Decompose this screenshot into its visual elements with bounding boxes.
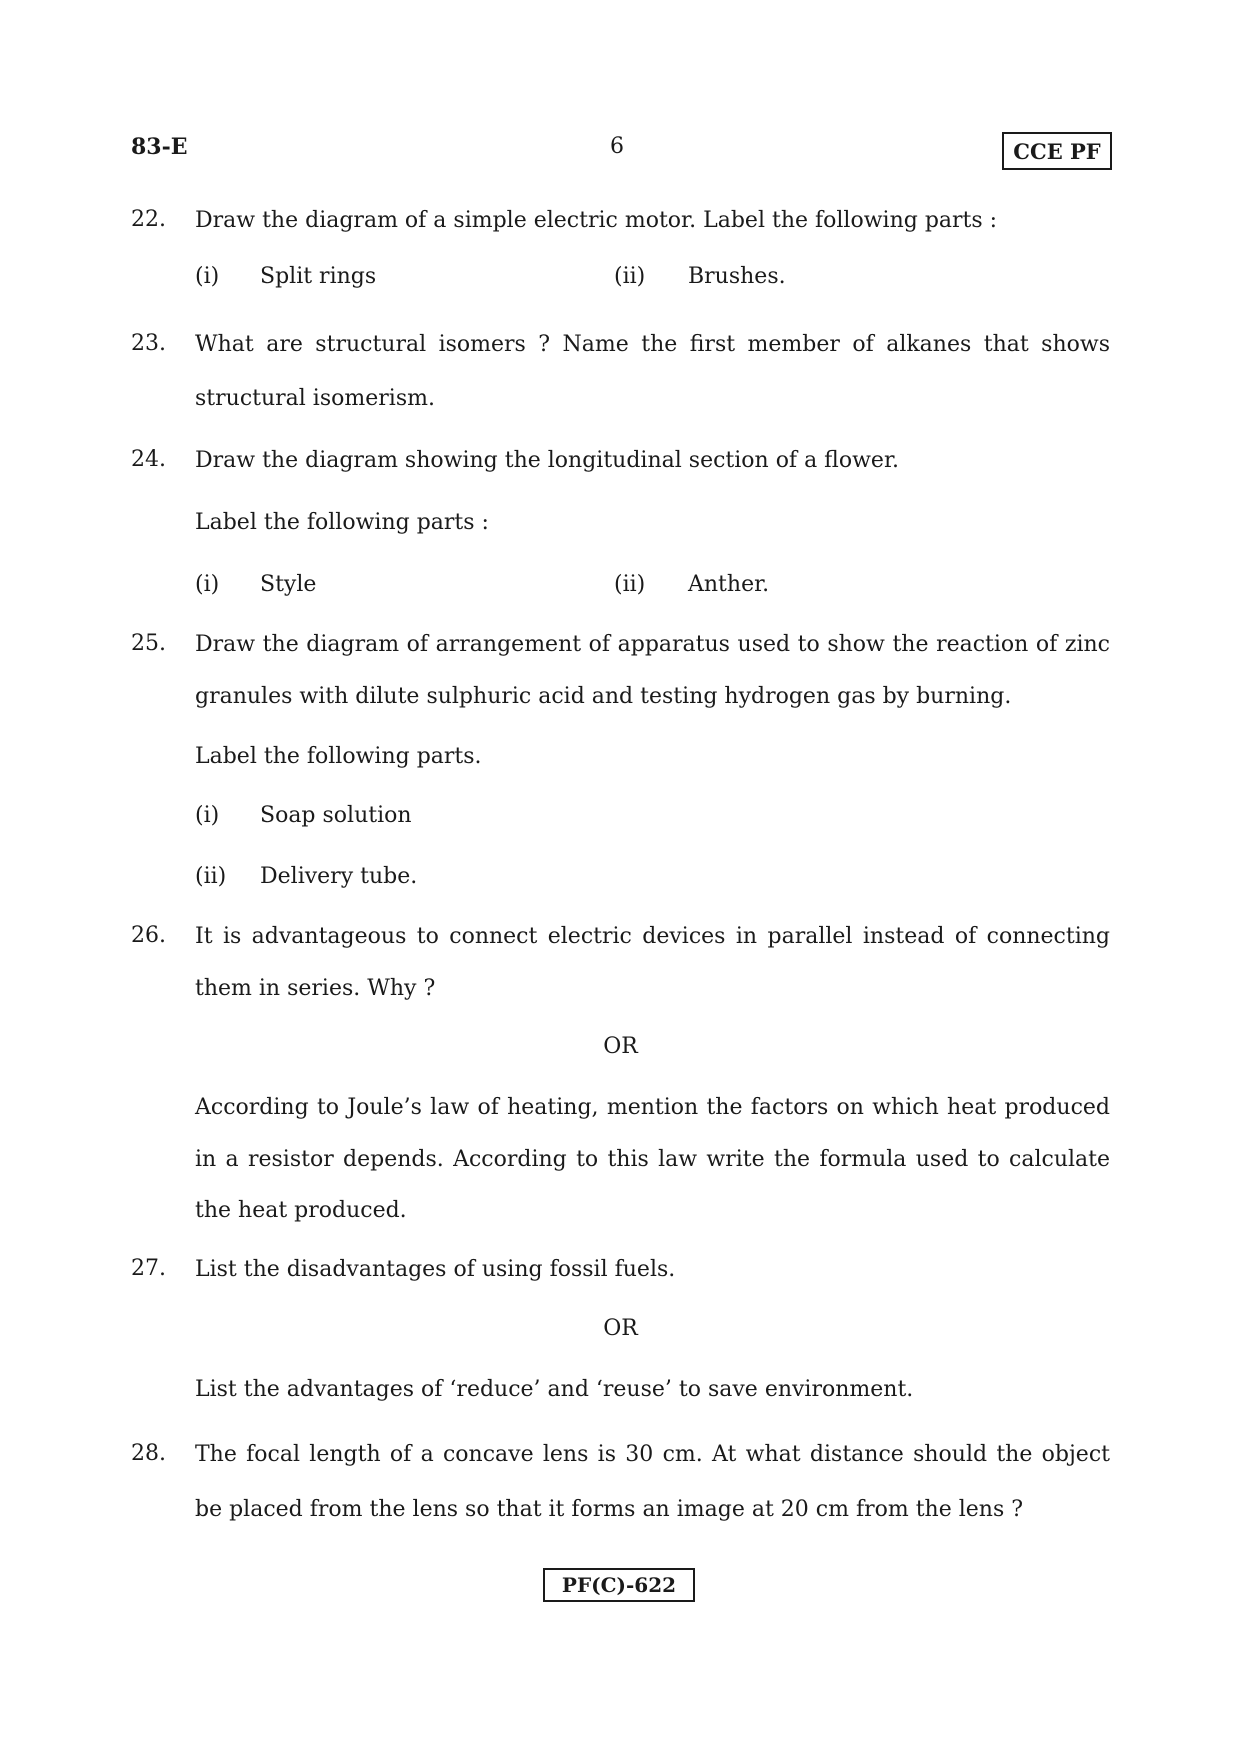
option-label: (i) — [195, 572, 220, 597]
question-number: 25. — [131, 631, 166, 656]
option-label: (i) — [195, 264, 220, 289]
page-number: 6 — [610, 134, 624, 159]
question-text: the heat produced. — [195, 1198, 407, 1223]
series-box: CCE PF — [1002, 132, 1112, 170]
option-text: Split rings — [260, 264, 377, 289]
option-text: Brushes. — [688, 264, 786, 289]
option-text: Soap solution — [260, 803, 412, 828]
question-number: 28. — [131, 1441, 166, 1466]
question-number: 24. — [131, 447, 166, 472]
question-text: them in series. Why ? — [195, 976, 436, 1001]
option-text: Delivery tube. — [260, 864, 418, 889]
or-separator: OR — [603, 1034, 638, 1059]
or-separator: OR — [603, 1316, 638, 1341]
question-text: Label the following parts : — [195, 510, 489, 535]
question-number: 23. — [131, 331, 166, 356]
question-text: List the advantages of ‘reduce’ and ‘reuse’ to save environment. — [195, 1377, 914, 1402]
question-text: structural isomerism. — [195, 386, 435, 411]
option-label: (ii) — [614, 264, 646, 289]
option-label: (ii) — [195, 864, 227, 889]
question-text: Draw the diagram showing the longitudinal section of a flower. — [195, 448, 900, 473]
question-text: be placed from the lens so that it forms an image at 20 cm from the lens ? — [195, 1497, 1024, 1522]
question-text: Label the following parts. — [195, 744, 482, 769]
question-text: Draw the diagram of a simple electric motor. Label the following parts : — [195, 208, 998, 233]
question-text: It is advantageous to connect electric devices in parallel instead of connecting — [195, 924, 1110, 949]
paper-code: 83-E — [131, 134, 188, 160]
option-label: (i) — [195, 803, 220, 828]
question-number: 26. — [131, 923, 166, 948]
question-text: According to Joule’s law of heating, mention the factors on which heat produced — [195, 1095, 1110, 1120]
question-number: 22. — [131, 207, 166, 232]
question-text: The focal length of a concave lens is 30 cm. At what distance should the object — [195, 1442, 1110, 1467]
option-text: Anther. — [688, 572, 770, 597]
option-label: (ii) — [614, 572, 646, 597]
question-text: Draw the diagram of arrangement of apparatus used to show the reaction of zinc — [195, 632, 1110, 657]
question-text: in a resistor depends. According to this law write the formula used to calculate — [195, 1147, 1110, 1172]
question-text: granules with dilute sulphuric acid and testing hydrogen gas by burning. — [195, 684, 1012, 709]
option-text: Style — [260, 572, 317, 597]
question-text: List the disadvantages of using fossil fuels. — [195, 1257, 676, 1282]
question-text: What are structural isomers ? Name the first member of alkanes that shows — [195, 332, 1110, 357]
footer-code-box: PF(C)-622 — [543, 1568, 695, 1602]
question-number: 27. — [131, 1256, 166, 1281]
